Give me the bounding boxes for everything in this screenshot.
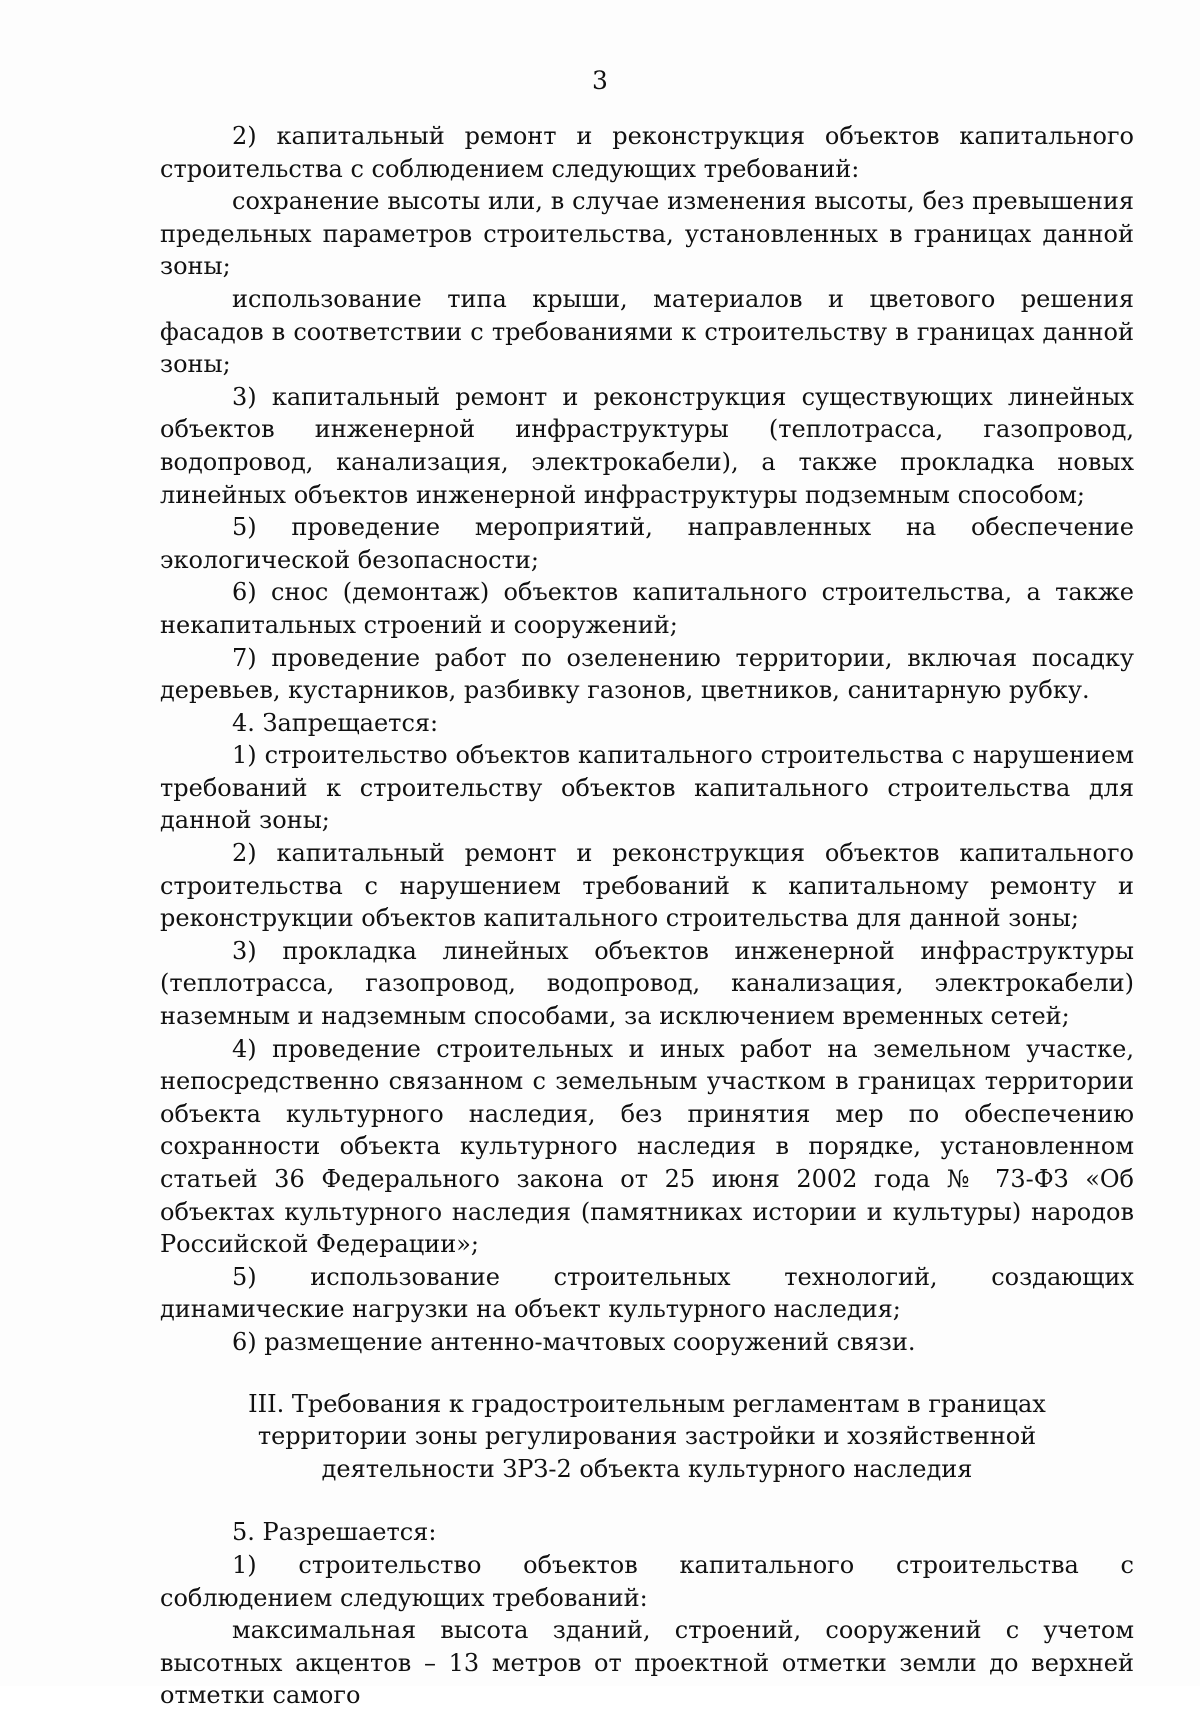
paragraph: 5) использование строительных технологий, создающих динамические нагрузки на объект культурного наследия; xyxy=(160,1262,1134,1324)
paragraph: 7) проведение работ по озеленению территории, включая посадку деревьев, кустарников, разбивку газонов, цветников, санитарную рубку. xyxy=(160,643,1134,705)
paragraph: 5. Разрешается: xyxy=(232,1518,437,1547)
paragraph: 3) капитальный ремонт и реконструкция существующих линейных объектов инженерной инфраструктуры (теплотрасса, газопровод, водопровод, канализация, электрокабели), а также прокладка новых линейных объектов инженерной инфраструктуры подземным способом; xyxy=(160,382,1134,509)
paragraph: 4. Запрещается: xyxy=(232,708,439,737)
paragraph: 5) проведение мероприятий, направленных на обеспечение экологической безопасности; xyxy=(160,513,1134,574)
paragraph: использование типа крыши, материалов и цветового решения фасадов в соответствии с требованиями к строительству в границах данной зоны; xyxy=(160,284,1134,379)
section-heading: III. Требования к градостроительным регламентам в границах территории зоны регулирования застройки и хозяйственной деятельности ЗРЗ-2 объекта культурного наследия xyxy=(248,1389,1046,1483)
paragraph: 6) размещение антенно-мачтовых сооружений связи. xyxy=(232,1327,916,1356)
paragraph: максимальная высота зданий, строений, сооружений с учетом высотных акцентов – 13 метров от проектной отметки земли до верхней отметки самого xyxy=(160,1616,1134,1710)
document-body xyxy=(160,120,1134,1712)
paragraph: 3) прокладка линейных объектов инженерной инфраструктуры (теплотрасса, газопровод, водопровод, канализация, электрокабели) наземным и надземным способами, за исключением временных сетей; xyxy=(160,936,1134,1031)
page-number: 3 xyxy=(592,66,608,95)
paragraph: 2) капитальный ремонт и реконструкция объектов капитального строительства с нарушением требований к капитальному ремонту и реконструкции объектов капитального строительства для данной зоны; xyxy=(160,839,1134,933)
paragraph: 1) строительство объектов капитального строительства с нарушением требований к строительству объектов капитального строительства для данной зоны; xyxy=(160,741,1134,835)
paragraph: 1) строительство объектов капитального строительства с соблюдением следующих требований: xyxy=(160,1550,1134,1612)
paragraph: 2) капитальный ремонт и реконструкция объектов капитального строительства с соблюдением следующих требований: xyxy=(160,122,1134,183)
paragraph: 4) проведение строительных и иных работ на земельном участке, непосредственно связанном с земельным участком в границах территории объекта культурного наследия, без принятия мер по обеспечению сохранности объекта культурного наследия в порядке, установленном статьей 36 Федерального закона от 25 июня 2002 года № 73-ФЗ «Об объектах культурного наследия (памятниках истории и культуры) народов Российской Федерации»; xyxy=(160,1034,1134,1259)
paragraph: сохранение высоты или, в случае изменения высоты, без превышения предельных параметров строительства, установленных в границах данной зоны; xyxy=(160,187,1134,281)
paragraph: 6) снос (демонтаж) объектов капитального строительства, а также некапитальных строений и сооружений; xyxy=(160,578,1134,639)
